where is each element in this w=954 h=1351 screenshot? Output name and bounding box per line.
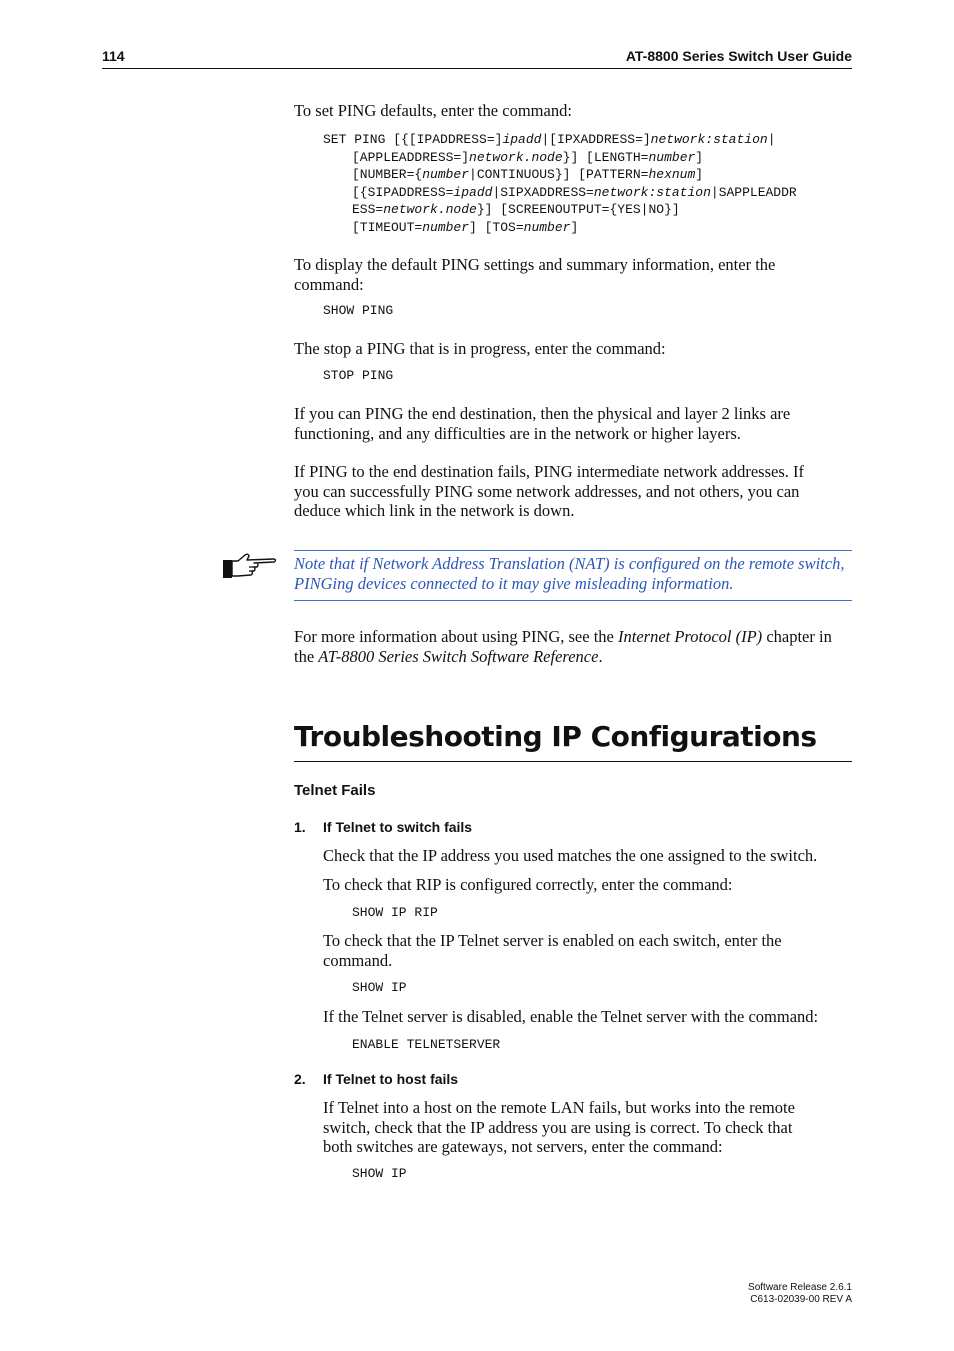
set-ping-line-3: [NUMBER={number|CONTINUOUS}] [PATTERN=hexnum] bbox=[352, 167, 704, 182]
footer bbox=[748, 1282, 852, 1306]
ping-stop-intro: The stop a PING that is in progress, enter the command: bbox=[294, 339, 666, 358]
show-ip-command: SHOW IP bbox=[352, 980, 407, 995]
show-ip-command-2: SHOW IP bbox=[352, 1166, 407, 1181]
ping-display-intro-line-2: command: bbox=[294, 274, 364, 294]
step-2-line-2: switch, check that the IP address you are using is correct. To check that bbox=[323, 1117, 793, 1137]
ping-fail-line-1: If PING to the end destination fails, PING intermediate network addresses. If bbox=[294, 462, 804, 481]
subheading-telnet-fails: Telnet Fails bbox=[294, 782, 376, 799]
ping-fail-paragraph bbox=[294, 462, 804, 521]
set-ping-line-4: [{SIPADDRESS=ipadd|SIPXADDRESS=network:station|SAPPLEADDR bbox=[352, 184, 797, 200]
show-ip-rip-command: SHOW IP RIP bbox=[352, 905, 438, 920]
more-info-text: the bbox=[294, 646, 319, 666]
guide-title: AT-8800 Series Switch User Guide bbox=[625, 48, 852, 64]
pointing-hand-icon bbox=[221, 550, 279, 580]
chapter-reference: Internet Protocol (IP) bbox=[618, 627, 763, 646]
ping-display-intro bbox=[294, 255, 775, 294]
step-1-disabled: If the Telnet server is disabled, enable the Telnet server with the command: bbox=[323, 1007, 819, 1026]
note-top-rule bbox=[294, 550, 852, 551]
ping-success-line-2: functioning, and any difficulties are in the network or higher layers. bbox=[294, 423, 741, 443]
check-telnet-line-1: To check that the IP Telnet server is enabled on each switch, enter the bbox=[323, 931, 782, 950]
section-title: Troubleshooting IP Configurations bbox=[294, 720, 817, 753]
ping-success-paragraph bbox=[294, 404, 790, 443]
enable-telnetserver-command: ENABLE TELNETSERVER bbox=[352, 1037, 501, 1052]
set-ping-command bbox=[323, 131, 797, 236]
step-2-line-1: If Telnet into a host on the remote LAN fails, but works into the remote bbox=[323, 1098, 795, 1117]
set-ping-line-5: ESS=network.node}] [SCREENOUTPUT={YES|NO}] bbox=[352, 202, 680, 217]
ping-success-line-1: If you can PING the end destination, then the physical and layer 2 links are bbox=[294, 404, 791, 423]
step-1-check-ip: Check that the IP address you used matches the one assigned to the switch. bbox=[323, 846, 818, 865]
header-rule bbox=[102, 68, 852, 69]
note-line-1: Note that if Network Address Translation (NAT) is configured on the remote switch, bbox=[294, 554, 845, 573]
ping-fail-line-2: you can successfully PING some network addresses, and not others, you can bbox=[294, 481, 800, 501]
more-info-text: For more information about using PING, see the bbox=[294, 627, 618, 646]
note-text bbox=[294, 554, 844, 593]
check-telnet-line-2: command. bbox=[323, 950, 393, 970]
note-line-2: PINGing devices connected to it may give misleading information. bbox=[294, 573, 734, 593]
set-ping-line-6: [TIMEOUT=number] [TOS=number] bbox=[352, 219, 579, 235]
show-ping-command: SHOW PING bbox=[323, 303, 394, 318]
step-2-line-3: both switches are gateways, not servers, enter the command: bbox=[323, 1137, 723, 1156]
step-1-check-rip: To check that RIP is configured correctly, enter the command: bbox=[323, 875, 733, 894]
more-info-text: . bbox=[598, 646, 603, 666]
step-2-title: If Telnet to host fails bbox=[323, 1071, 459, 1087]
book-reference: AT-8800 Series Switch Software Reference bbox=[318, 646, 599, 666]
page-number: 114 bbox=[102, 48, 125, 64]
stop-ping-command: STOP PING bbox=[323, 368, 394, 383]
step-1-check-telnet bbox=[323, 931, 782, 970]
note-bottom-rule bbox=[294, 600, 852, 601]
step-2-paragraph bbox=[323, 1098, 795, 1157]
step-1-title: If Telnet to switch fails bbox=[323, 819, 473, 835]
ping-fail-line-3: deduce which link in the network is down. bbox=[294, 501, 575, 520]
document-code: C613-02039-00 REV A bbox=[750, 1294, 852, 1305]
ping-defaults-intro: To set PING defaults, enter the command: bbox=[294, 101, 572, 120]
section-title-rule bbox=[294, 761, 852, 762]
set-ping-line-2: [APPLEADDRESS=]network.node}] [LENGTH=number] bbox=[352, 149, 704, 165]
set-ping-line-1: SET PING [{[IPADDRESS=]ipadd|[IPXADDRESS=]network:station| bbox=[323, 132, 776, 147]
more-info-paragraph bbox=[294, 627, 832, 666]
software-release: Software Release 2.6.1 bbox=[748, 1282, 852, 1293]
step-2-number: 2. bbox=[294, 1071, 306, 1087]
step-1-number: 1. bbox=[294, 819, 306, 835]
more-info-line-2 bbox=[294, 647, 832, 667]
more-info-line-1 bbox=[294, 627, 832, 647]
ping-display-intro-line-1: To display the default PING settings and summary information, enter the bbox=[294, 255, 776, 274]
more-info-text: chapter in bbox=[762, 627, 832, 646]
